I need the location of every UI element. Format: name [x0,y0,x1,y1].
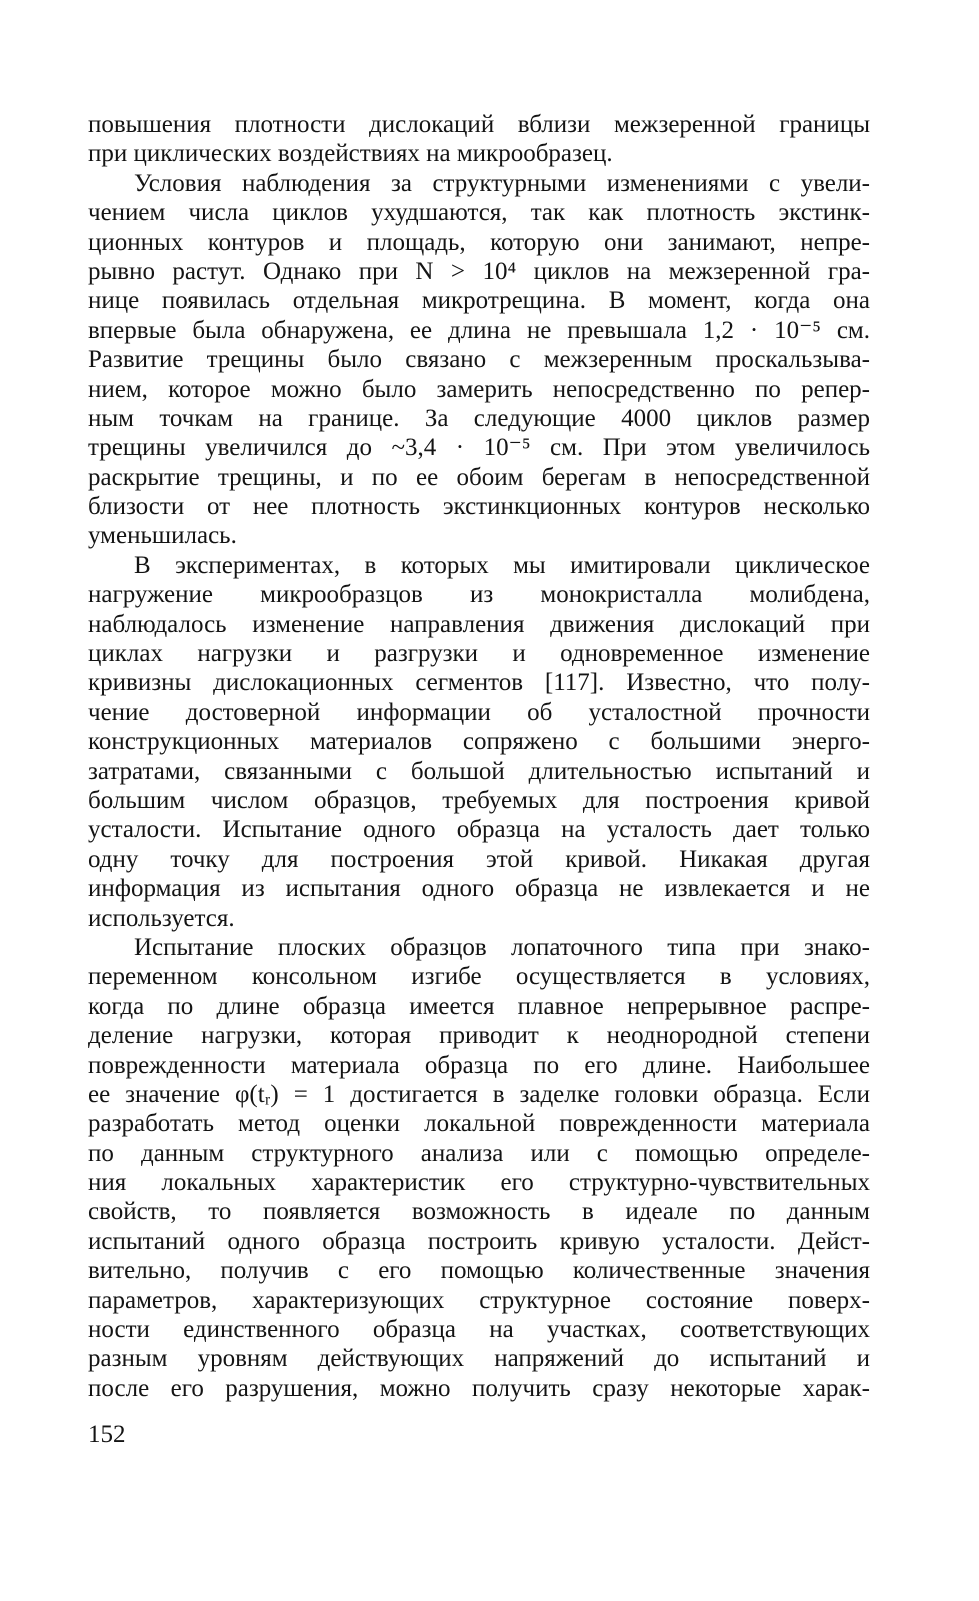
text-line: деление нагрузки, которая приводит к неоднородной степени [88,1022,870,1050]
text-line: рывно растут. Однако при N > 10⁴ циклов на межзеренной гра- [88,257,870,285]
text-line: одну точку для построения этой кривой. Никакая другая [88,845,870,873]
text-line: когда по длине образца имеется плавное непрерывное распре- [88,992,870,1020]
text-line: ее значение φ(tᵣ) = 1 достигается в заделке головки образца. Если [88,1080,870,1108]
text-line: впервые была обнаружена, ее длина не превышала 1,2 · 10⁻⁵ см. [88,316,870,344]
text-line: вительно, получив с его помощью количественные значения [88,1257,870,1285]
text-line: нием, которое можно было замерить непосредственно по репер- [88,375,870,403]
text-line: используется. [88,904,235,932]
text-line: близости от нее плотность экстинкционных контуров несколько [88,493,870,521]
text-line: разным уровням действующих напряжений до испытаний и [88,1345,870,1373]
text-line: усталости. Испытание одного образца на усталость дает только [88,816,870,844]
text-line: Условия наблюдения за структурными изменениями с увели- [134,169,870,197]
text-line: В экспериментах, в которых мы имитировали циклическое [134,551,870,579]
paragraph-4 [88,933,870,1403]
text-line: повышения плотности дислокаций вблизи межзеренной границы [88,111,870,138]
paragraph-3 [88,551,870,933]
text-line: циклах нагрузки и разгрузки и одновременное изменение [88,640,870,668]
text-line: после его разрушения, можно получить сразу некоторые харак- [88,1374,870,1402]
text-line: трещины увеличился до ~3,4 · 10⁻⁵ см. При этом увеличилось [88,434,870,462]
text-line: нагружение микрообразцов из монокристалла молибдена, [88,581,870,609]
text-line: по данным структурного анализа или с помощью определе- [88,1139,870,1167]
text-line: свойств, то появляется возможность в идеале по данным [88,1198,870,1226]
text-line: поврежденности материала образца по его длине. Наибольшее [88,1051,870,1079]
text-line: наблюдалось изменение направления движения дислокаций при [88,610,870,638]
text-line: при циклических воздействиях на микрообразец. [88,140,613,168]
text-line: ния локальных характеристик его структурно-чувствительных [88,1169,870,1197]
text-line: Развитие трещины было связано с межзеренным проскальзыва- [88,346,870,374]
text-line: Испытание плоских образцов лопаточного типа при знако- [134,933,870,961]
text-line: ности единственного образца на участках, соответствующих [88,1316,870,1344]
text-line: чением числа циклов ухудшаются, так как плотность экстинк- [88,199,870,227]
text-line: раскрытие трещины, и по ее обоим берегам в непосредственной [88,463,870,491]
text-line: конструкционных материалов сопряжено с большими энерго- [88,728,870,756]
text-line: разработать метод оценки локальной поврежденности материала [88,1110,870,1138]
paragraph-2 [88,169,870,551]
text-line: информация из испытания одного образца не извлекается и не [88,875,870,903]
text-line: испытаний одного образца построить кривую усталости. Дейст- [88,1227,870,1255]
text-line: параметров, характеризующих структурное состояние поверх- [88,1286,870,1314]
text-line: переменном консольном изгибе осуществляется в условиях, [88,963,870,991]
text-line: нице появилась отдельная микротрещина. В момент, когда она [88,287,870,315]
text-line: ным точкам на границе. За следующие 4000 циклов размер [88,404,870,432]
paragraph-1 [88,110,870,169]
body-text [88,110,870,1403]
text-line: затратами, связанными с большой длительностью испытаний и [88,757,870,785]
text-line: кривизны дислокационных сегментов [117]. Известно, что полу- [88,669,870,697]
text-line: ционных контуров и площадь, которую они занимают, непре- [88,228,870,256]
text-line: чение достоверной информации об усталостной прочности [88,698,870,726]
text-line: уменьшилась. [88,522,237,550]
page-number: 152 [88,1421,126,1448]
text-line: большим числом образцов, требуемых для построения кривой [88,786,870,814]
